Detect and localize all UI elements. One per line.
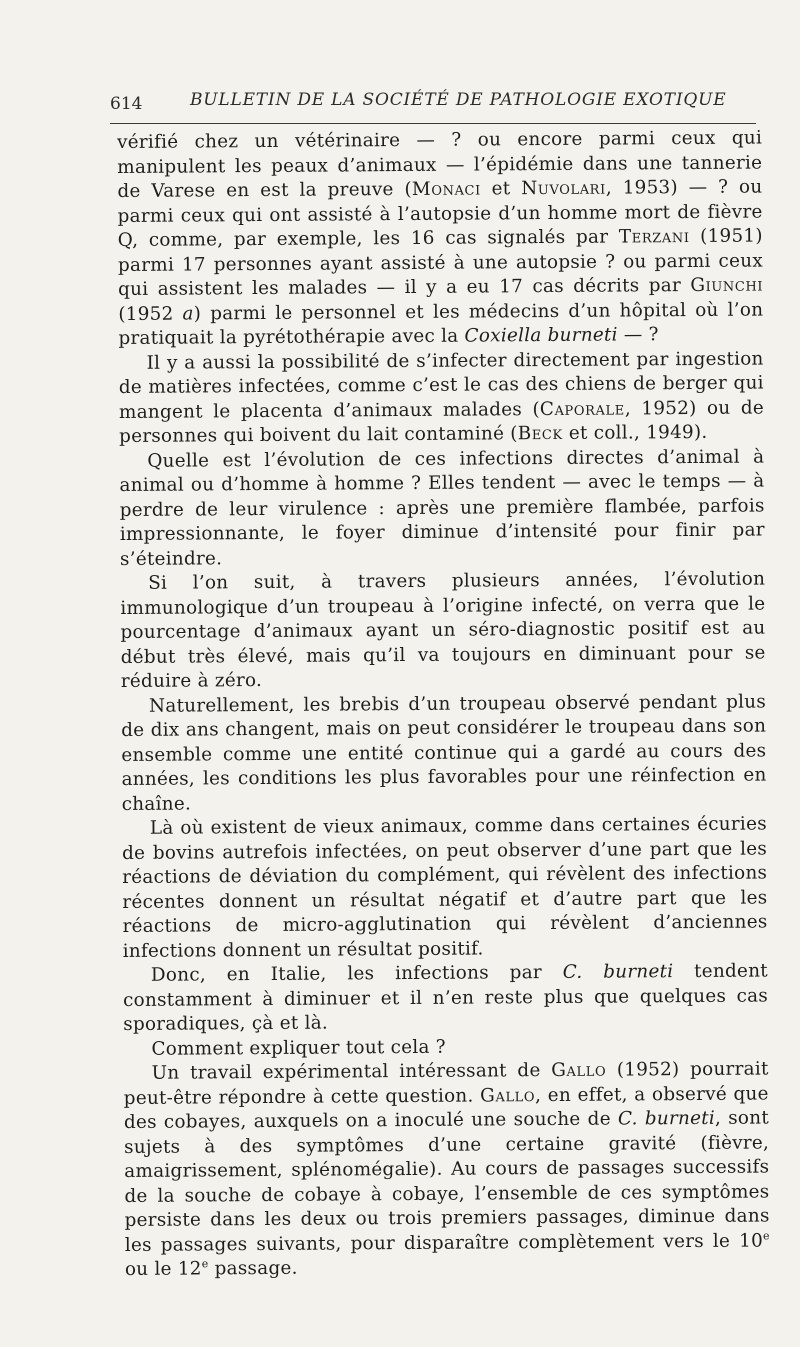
page-number: 614: [110, 94, 143, 114]
running-title: BULLETIN DE LA SOCIÉTÉ DE PATHOLOGIE EXOTIQUE: [190, 90, 727, 110]
page-header: [110, 86, 756, 116]
paragraph-2: Il y a aussi la possibilité de s’infecter directement par ingestion de matières infectées, comme c’est le cas des chiens de berger qui mangent le placenta d’animaux malades (Caporale, 1952) ou de personnes qui boivent du lait contaminé (Beck et coll., 1949).: [118, 347, 765, 447]
author-name: Gallo: [480, 1084, 536, 1106]
author-name: Caporale: [539, 397, 625, 420]
paragraph-8: Comment expliquer tout cela ?: [151, 1036, 446, 1060]
species-name: Coxiella burneti: [464, 324, 618, 347]
paragraph-3: Quelle est l’évolution de ces infections directes d’animal à animal ou d’homme à homme ? Elles tendent — avec le temps — à perdre de leur virulence : après une première flambée, parfois impressionnante, le foyer diminue d’intensité pour finir par s’éteindre.: [119, 445, 765, 570]
species-name: C. burneti: [562, 961, 674, 983]
body-text: [117, 126, 770, 1282]
paragraph-9: Un travail expérimental intéressant de Gallo (1952) pourrait peut-être répondre à cette question. Gallo, en effet, a observé que des cobayes, auxquels on a inoculé une souche de C. burneti, sont sujets à des symptômes d’une certaine gravité (fièvre, amaigrissement, splénomégalie). Au cours de passages successifs de la souche de cobaye à cobaye, l’ensemble de ces symptômes persiste dans les deux ou trois premiers passages, diminue dans les passages suivants, pour disparaître complètement vers le 10e ou le 12e passage.: [123, 1058, 770, 1280]
author-name: Monaci: [411, 178, 481, 200]
paragraph-6: Là où existent de vieux animaux, comme dans certaines écuries de bovins autrefois infectées, on peut observer d’une part que les réactions de déviation du complément, qui révèlent des infections récentes donnent un résultat négatif et d’autre part que les réactions de micro-agglutination qui révèlent d’anciennes infections donnent un résultat positif.: [121, 813, 768, 962]
author-name: Gallo: [551, 1059, 607, 1081]
paragraph-5: Naturellement, les brebis d’un troupeau observé pendant plus de dix ans changent, mais on peut considérer le troupeau dans son ensemble comme une entité continue qui a gardé au cours des années, les conditions les plus favorables pour une réinfection en chaîne.: [121, 690, 767, 815]
author-name: Beck: [517, 422, 563, 445]
paragraph-4: Si l’on suit, à travers plusieurs années, l’évolution immunologique d’un troupeau à l’origine infecté, on verra que le pourcentage d’animaux ayant un séro-diagnostic positif est au début très élevé, mais qu’il va toujours en diminuant pour se réduire à zéro.: [120, 568, 766, 692]
paragraph-7: Donc, en Italie, les infections par C. burneti tendent constamment à diminuer et il n’en reste plus que quelques cas sporadiques, çà et là.: [122, 960, 769, 1035]
species-name: C. burneti: [617, 1107, 716, 1130]
author-name: Terzani: [618, 226, 690, 248]
paragraph-1: vérifié chez un vétérinaire — ? ou encore parmi ceux qui manipulent les peaux d’animaux — l’épidémie dans une tannerie de Varese en est la preuve (Monaci et Nuvolari, 1953) — ? ou parmi ceux qui ont assisté à l’autopsie d’un homme mort de fièvre Q, comme, par exemple, les 16 cas signalés par Terzani (1951) parmi 17 personnes ayant assisté à une autopsie ? ou parmi ceux qui assistent les malades — il y a eu 17 cas décrits par Giunchi (1952 a) parmi le personnel et les médecins d’un hôpital où l’on pratiquait la pyrétothérapie avec la Coxiella burneti — ?: [117, 127, 764, 349]
author-name: Giunchi: [690, 274, 764, 297]
header-rule: [110, 123, 756, 124]
author-name: Nuvolari: [521, 177, 606, 200]
